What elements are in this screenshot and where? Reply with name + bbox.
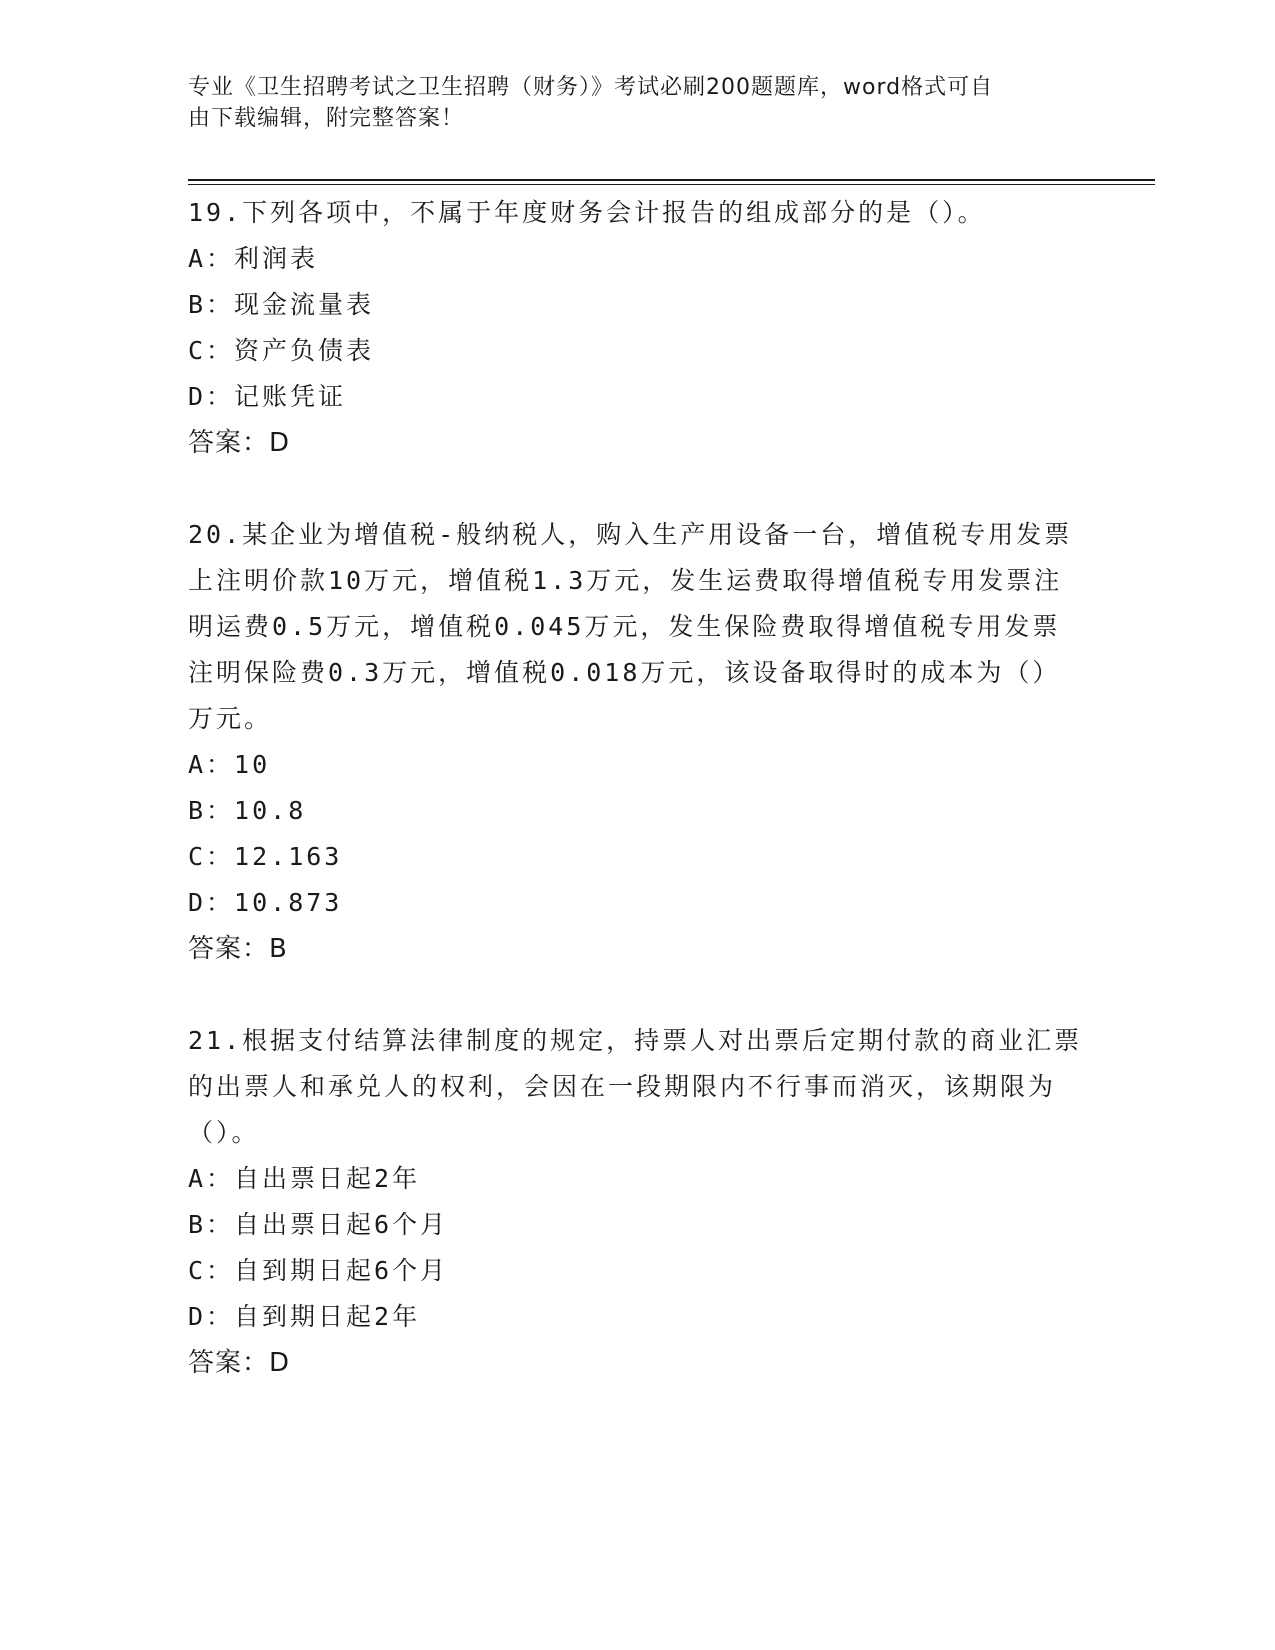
question-20 (188, 512, 1088, 972)
option-b: B：自出票日起6个月 (188, 1210, 449, 1239)
question-spacer (188, 972, 1088, 1018)
option-d: D：记账凭证 (188, 382, 347, 411)
option-a: A：自出票日起2年 (188, 1164, 421, 1193)
question-list (188, 190, 1088, 1386)
header-title-line-1: 专业《卫生招聘考试之卫生招聘（财务）》考试必刷200题题库，word格式可自 (188, 75, 994, 100)
document-header (188, 72, 1068, 134)
header-divider-thick (188, 179, 1155, 181)
answer-line: 答案：D (188, 428, 291, 458)
answer-line: 答案：D (188, 1348, 291, 1378)
option-a: A：10 (188, 750, 271, 779)
question-stem: 20.某企业为增值税-般纳税人，购入生产用设备一台，增值税专用发票上注明价款10万元，增值税1.3万元，发生运费取得增值税专用发票注明运费0.5万元，增值税0.045万元，发生保险费取得增值税专用发票注明保险费0.3万元，增值税0.018万元，该设备取得时的成本为（）万元。 (188, 520, 1073, 733)
question-19 (188, 190, 1088, 466)
option-b: B：10.8 (188, 796, 307, 825)
header-title-line-2: 由下载编辑，附完整答案！ (188, 106, 465, 131)
option-c: C：12.163 (188, 842, 343, 871)
option-d: D：自到期日起2年 (188, 1302, 421, 1331)
option-c: C：资产负债表 (188, 336, 375, 365)
option-b: B：现金流量表 (188, 290, 375, 319)
option-d: D：10.873 (188, 888, 343, 917)
option-c: C：自到期日起6个月 (188, 1256, 449, 1285)
question-21 (188, 1018, 1088, 1386)
header-divider-thin (188, 184, 1155, 185)
question-stem: 21.根据支付结算法律制度的规定，持票人对出票后定期付款的商业汇票的出票人和承兑人的权利，会因在一段期限内不行事而消灭，该期限为（）。 (188, 1026, 1083, 1147)
question-stem: 19.下列各项中，不属于年度财务会计报告的组成部分的是（）。 (188, 198, 986, 227)
answer-line: 答案：B (188, 934, 288, 964)
question-spacer (188, 466, 1088, 512)
option-a: A：利润表 (188, 244, 319, 273)
